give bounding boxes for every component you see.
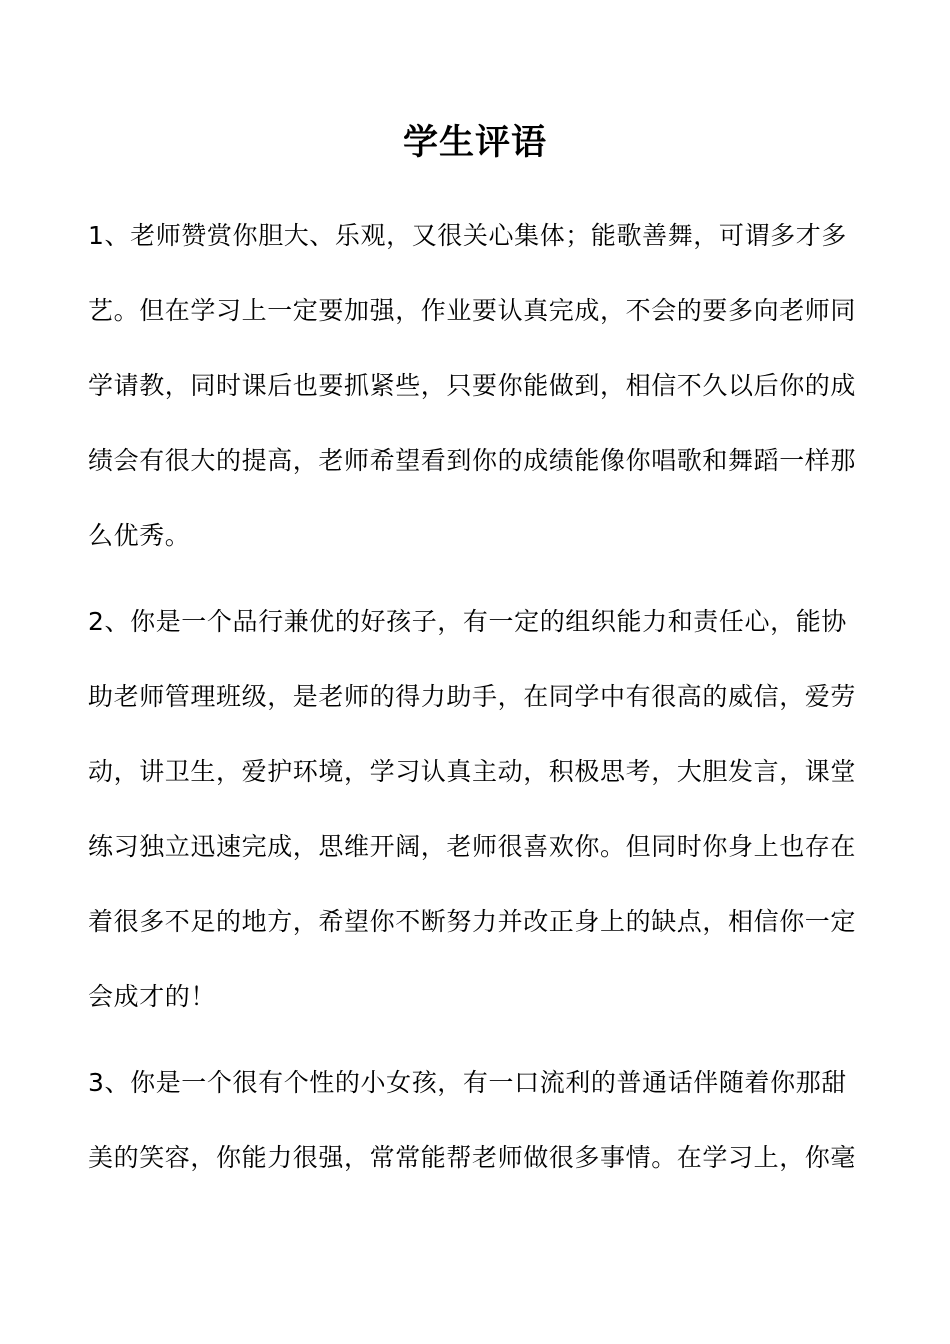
paragraph-2-line-1: 2、你是一个品行兼优的好孩子，有一定的组织能力和责任心，能协: [88, 607, 847, 636]
page-title: 学生评语: [402, 123, 547, 163]
paragraph-1-line-2: 艺。但在学习上一定要加强，作业要认真完成，不会的要多向老师同: [88, 296, 857, 325]
paragraph-2-line-6: 会成才的！: [88, 982, 217, 1011]
paragraph-3-line-2: 美的笑容，你能力很强，常常能帮老师做很多事情。在学习上，你毫: [88, 1143, 857, 1172]
paragraph-3-line-1: 3、你是一个很有个性的小女孩，有一口流利的普通话伴随着你那甜: [88, 1068, 847, 1097]
paragraph-1-line-3: 学请教，同时课后也要抓紧些，只要你能做到，相信不久以后你的成: [88, 371, 857, 400]
paragraph-1-line-5: 么优秀。: [88, 521, 191, 550]
paragraph-2-line-4: 练习独立迅速完成，思维开阔，老师很喜欢你。但同时你身上也存在: [88, 832, 857, 861]
paragraph-2-line-3: 动，讲卫生，爱护环境，学习认真主动，积极思考，大胆发言，课堂: [88, 757, 857, 786]
paragraph-1-line-1: 1、老师赞赏你胆大、乐观，又很关心集体；能歌善舞，可谓多才多: [88, 221, 847, 250]
paragraph-1-line-4: 绩会有很大的提高，老师希望看到你的成绩能像你唱歌和舞蹈一样那: [88, 446, 857, 475]
paragraph-2-line-2: 助老师管理班级，是老师的得力助手，在同学中有很高的威信，爱劳: [88, 682, 857, 711]
paragraph-2-line-5: 着很多不足的地方，希望你不断努力并改正身上的缺点，相信你一定: [88, 907, 857, 936]
